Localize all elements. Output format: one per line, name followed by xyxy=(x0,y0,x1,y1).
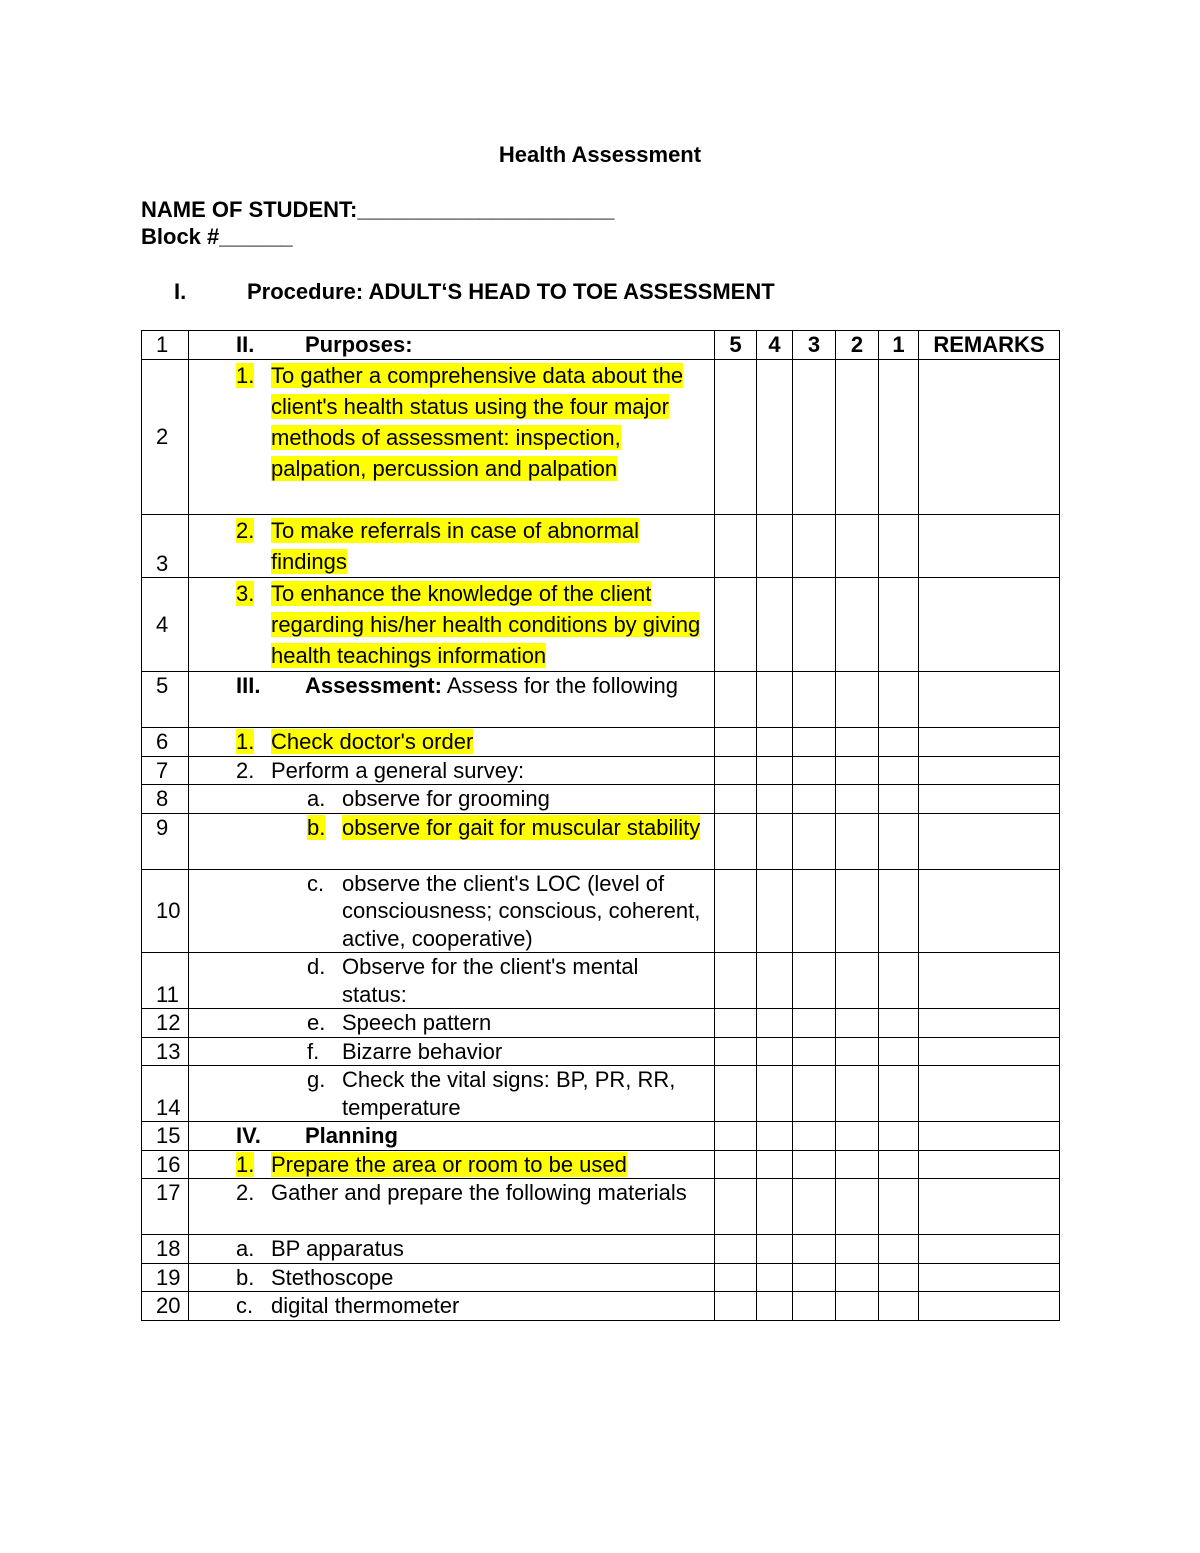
item-cell xyxy=(189,869,715,953)
section-cell xyxy=(189,331,715,360)
score-cell[interactable] xyxy=(757,1263,793,1292)
item-text: Check doctor's order xyxy=(271,729,474,754)
table-row xyxy=(142,1263,1060,1292)
score-cell[interactable] xyxy=(757,1066,793,1122)
score-cell[interactable] xyxy=(757,1122,793,1151)
row-number: 19 xyxy=(142,1263,189,1292)
remarks-cell[interactable] xyxy=(919,1150,1060,1179)
score-cell[interactable] xyxy=(757,1292,793,1321)
procedure-title: Procedure: ADULT‘S HEAD TO TOE ASSESSMENT xyxy=(247,279,775,304)
item-text: BP apparatus xyxy=(271,1236,404,1261)
score-cell[interactable] xyxy=(715,1235,757,1264)
section-number: IV. xyxy=(236,1123,261,1148)
item-cell xyxy=(189,1263,715,1292)
student-name-field: NAME OF STUDENT:_____________________ xyxy=(141,197,615,222)
item-text: observe for gait for muscular stability xyxy=(342,814,701,840)
score-cell[interactable] xyxy=(757,756,793,785)
row-number: 17 xyxy=(142,1179,189,1235)
score-cell[interactable] xyxy=(757,1009,793,1038)
remarks-cell[interactable] xyxy=(919,785,1060,814)
item-cell xyxy=(189,1235,715,1264)
remarks-cell[interactable] xyxy=(919,756,1060,785)
score-header-3: 3 xyxy=(793,331,836,360)
score-cell[interactable] xyxy=(793,672,836,728)
score-header-4: 4 xyxy=(757,331,793,360)
item-marker: 2. xyxy=(236,518,255,543)
score-cell[interactable] xyxy=(715,728,757,757)
score-cell[interactable] xyxy=(793,1292,836,1321)
remarks-cell[interactable] xyxy=(919,1066,1060,1122)
section-title: Assessment: xyxy=(305,673,442,698)
score-cell[interactable] xyxy=(793,578,836,672)
score-cell[interactable] xyxy=(793,756,836,785)
score-cell[interactable] xyxy=(757,1150,793,1179)
score-cell[interactable] xyxy=(793,1179,836,1235)
section-description: Assess for the following xyxy=(441,673,678,698)
score-cell[interactable] xyxy=(879,1150,919,1179)
item-marker: a. xyxy=(307,786,326,811)
row-number: 1 xyxy=(142,331,189,360)
item-cell xyxy=(189,953,715,1009)
row-number: 6 xyxy=(142,728,189,757)
score-cell[interactable] xyxy=(879,1066,919,1122)
score-cell[interactable] xyxy=(715,672,757,728)
score-cell[interactable] xyxy=(715,953,757,1009)
item-marker: b. xyxy=(236,1264,255,1290)
item-text: To enhance the knowledge of the client regarding his/her health conditions by giving health teachings information xyxy=(271,581,701,668)
item-cell xyxy=(189,728,715,757)
row-number: 4 xyxy=(142,578,189,672)
item-text: Prepare the area or room to be used xyxy=(271,1151,627,1177)
table-row xyxy=(142,813,1060,869)
score-cell[interactable] xyxy=(879,578,919,672)
remarks-cell[interactable] xyxy=(919,953,1060,1009)
item-text: To gather a comprehensive data about the client's health status using the four major methods of assessment: inspection, palpation, percussion and palpation xyxy=(271,363,684,481)
table-row xyxy=(142,1122,1060,1151)
score-cell[interactable] xyxy=(757,1235,793,1264)
item-marker: a. xyxy=(236,1236,255,1261)
item-cell xyxy=(189,515,715,578)
row-number: 16 xyxy=(142,1150,189,1179)
remarks-cell[interactable] xyxy=(919,1009,1060,1038)
row-number: 2 xyxy=(142,360,189,515)
section-title: Purposes: xyxy=(305,332,413,357)
score-cell[interactable] xyxy=(715,515,757,578)
score-cell[interactable] xyxy=(836,1122,879,1151)
score-cell[interactable] xyxy=(757,578,793,672)
item-marker: 1. xyxy=(236,729,255,754)
remarks-cell[interactable] xyxy=(919,1263,1060,1292)
score-cell[interactable] xyxy=(715,785,757,814)
remarks-cell[interactable] xyxy=(919,672,1060,728)
item-marker: e. xyxy=(307,1010,326,1035)
score-cell[interactable] xyxy=(757,1037,793,1066)
block-number-field: Block #______ xyxy=(141,224,293,249)
score-cell[interactable] xyxy=(793,1122,836,1151)
table-row xyxy=(142,785,1060,814)
score-cell[interactable] xyxy=(879,813,919,869)
score-cell[interactable] xyxy=(793,1037,836,1066)
score-cell[interactable] xyxy=(836,728,879,757)
item-text: Check the vital signs: BP, PR, RR, temperature xyxy=(342,1067,676,1120)
score-cell[interactable] xyxy=(836,1009,879,1038)
score-cell[interactable] xyxy=(879,1263,919,1292)
item-cell xyxy=(189,756,715,785)
score-cell[interactable] xyxy=(793,360,836,515)
item-marker: f. xyxy=(307,1038,320,1064)
row-number: 3 xyxy=(142,515,189,578)
score-cell[interactable] xyxy=(836,953,879,1009)
score-cell[interactable] xyxy=(793,1009,836,1038)
score-cell[interactable] xyxy=(793,813,836,869)
score-cell[interactable] xyxy=(836,785,879,814)
remarks-cell[interactable] xyxy=(919,578,1060,672)
score-cell[interactable] xyxy=(715,869,757,953)
score-header-1: 1 xyxy=(879,331,919,360)
item-marker: c. xyxy=(236,1293,254,1318)
row-number: 18 xyxy=(142,1235,189,1264)
score-cell[interactable] xyxy=(757,728,793,757)
score-cell[interactable] xyxy=(757,672,793,728)
item-cell xyxy=(189,785,715,814)
remarks-cell[interactable] xyxy=(919,1037,1060,1066)
row-number: 12 xyxy=(142,1009,189,1038)
row-number: 9 xyxy=(142,813,189,869)
score-cell[interactable] xyxy=(879,515,919,578)
score-cell[interactable] xyxy=(879,1009,919,1038)
table-row xyxy=(142,515,1060,578)
item-cell xyxy=(189,1066,715,1122)
score-cell[interactable] xyxy=(879,953,919,1009)
score-cell[interactable] xyxy=(879,1292,919,1321)
score-cell[interactable] xyxy=(757,813,793,869)
score-cell[interactable] xyxy=(879,728,919,757)
score-cell[interactable] xyxy=(757,515,793,578)
score-cell[interactable] xyxy=(879,1122,919,1151)
score-cell[interactable] xyxy=(715,1066,757,1122)
item-marker: 2. xyxy=(236,757,255,783)
score-cell[interactable] xyxy=(836,1150,879,1179)
score-cell[interactable] xyxy=(793,515,836,578)
item-cell xyxy=(189,578,715,672)
item-cell xyxy=(189,1292,715,1321)
table-row xyxy=(142,1009,1060,1038)
remarks-cell[interactable] xyxy=(919,1235,1060,1264)
score-cell[interactable] xyxy=(836,1263,879,1292)
row-number: 5 xyxy=(142,672,189,728)
remarks-cell[interactable] xyxy=(919,728,1060,757)
item-text: digital thermometer xyxy=(271,1293,460,1318)
score-cell[interactable] xyxy=(793,1150,836,1179)
item-marker: 3. xyxy=(236,581,255,606)
score-cell[interactable] xyxy=(757,1179,793,1235)
score-header-2: 2 xyxy=(836,331,879,360)
remarks-cell[interactable] xyxy=(919,1292,1060,1321)
row-number: 13 xyxy=(142,1037,189,1066)
row-number: 15 xyxy=(142,1122,189,1151)
score-cell[interactable] xyxy=(793,869,836,953)
score-cell[interactable] xyxy=(793,953,836,1009)
score-cell[interactable] xyxy=(879,1037,919,1066)
table-row xyxy=(142,1292,1060,1321)
score-cell[interactable] xyxy=(793,728,836,757)
score-cell[interactable] xyxy=(757,785,793,814)
score-cell[interactable] xyxy=(836,515,879,578)
score-cell[interactable] xyxy=(715,1179,757,1235)
table-row xyxy=(142,1150,1060,1179)
score-cell[interactable] xyxy=(793,1235,836,1264)
item-cell xyxy=(189,1037,715,1066)
row-number: 7 xyxy=(142,756,189,785)
remarks-cell[interactable] xyxy=(919,1179,1060,1235)
score-cell[interactable] xyxy=(879,360,919,515)
item-marker: g. xyxy=(307,1067,326,1092)
score-cell[interactable] xyxy=(879,672,919,728)
score-cell[interactable] xyxy=(836,1037,879,1066)
score-cell[interactable] xyxy=(757,953,793,1009)
score-cell[interactable] xyxy=(793,1263,836,1292)
assessment-table xyxy=(141,330,1060,1321)
page-title: Health Assessment xyxy=(498,142,702,167)
score-cell[interactable] xyxy=(757,869,793,953)
item-text: Observe for the client's mental status: xyxy=(342,954,639,1007)
section-number: III. xyxy=(236,673,261,698)
item-marker: 1. xyxy=(236,363,255,388)
table-row xyxy=(142,869,1060,953)
score-cell[interactable] xyxy=(715,1122,757,1151)
score-cell[interactable] xyxy=(793,1066,836,1122)
score-cell[interactable] xyxy=(836,672,879,728)
score-cell[interactable] xyxy=(715,1292,757,1321)
item-marker: b. xyxy=(307,814,326,840)
section-number: II. xyxy=(236,332,255,357)
score-cell[interactable] xyxy=(836,1235,879,1264)
score-cell[interactable] xyxy=(879,1179,919,1235)
remarks-cell[interactable] xyxy=(919,360,1060,515)
score-cell[interactable] xyxy=(836,1179,879,1235)
score-cell[interactable] xyxy=(715,1263,757,1292)
item-text: To make referrals in case of abnormal findings xyxy=(271,518,640,574)
item-text: Stethoscope xyxy=(271,1264,394,1290)
table-header-row xyxy=(142,331,1060,360)
score-cell[interactable] xyxy=(715,813,757,869)
score-cell[interactable] xyxy=(793,785,836,814)
table-row xyxy=(142,1179,1060,1235)
table-row xyxy=(142,953,1060,1009)
score-cell[interactable] xyxy=(757,360,793,515)
item-cell xyxy=(189,360,715,515)
score-cell[interactable] xyxy=(836,756,879,785)
row-number: 8 xyxy=(142,785,189,814)
table-row xyxy=(142,728,1060,757)
remarks-cell[interactable] xyxy=(919,1122,1060,1151)
table-row xyxy=(142,1066,1060,1122)
table-row xyxy=(142,578,1060,672)
score-cell[interactable] xyxy=(879,785,919,814)
item-text: Speech pattern xyxy=(342,1010,492,1035)
score-cell[interactable] xyxy=(836,360,879,515)
row-number: 10 xyxy=(142,869,189,953)
item-text: Bizarre behavior xyxy=(342,1038,503,1064)
score-cell[interactable] xyxy=(879,756,919,785)
score-cell[interactable] xyxy=(715,578,757,672)
section-cell xyxy=(189,672,715,728)
table-row xyxy=(142,756,1060,785)
item-cell xyxy=(189,1179,715,1235)
item-cell xyxy=(189,813,715,869)
score-cell[interactable] xyxy=(836,578,879,672)
score-cell[interactable] xyxy=(836,869,879,953)
score-cell[interactable] xyxy=(715,360,757,515)
table-row xyxy=(142,1235,1060,1264)
row-number: 20 xyxy=(142,1292,189,1321)
row-number: 14 xyxy=(142,1066,189,1122)
section-title: Planning xyxy=(305,1123,398,1148)
section-cell xyxy=(189,1122,715,1151)
item-marker: c. xyxy=(307,870,325,896)
item-marker: d. xyxy=(307,954,326,979)
score-cell[interactable] xyxy=(715,1150,757,1179)
item-text: observe the client's LOC (level of consciousness; conscious, coherent, active, cooperative) xyxy=(342,870,701,951)
score-cell[interactable] xyxy=(836,813,879,869)
remarks-cell[interactable] xyxy=(919,515,1060,578)
score-cell[interactable] xyxy=(715,756,757,785)
item-marker: 1. xyxy=(236,1151,255,1177)
score-cell[interactable] xyxy=(836,1292,879,1321)
item-text: observe for grooming xyxy=(342,786,550,811)
remarks-cell[interactable] xyxy=(919,869,1060,953)
item-cell xyxy=(189,1009,715,1038)
score-cell[interactable] xyxy=(879,1235,919,1264)
score-cell[interactable] xyxy=(879,869,919,953)
score-cell[interactable] xyxy=(715,1009,757,1038)
item-cell xyxy=(189,1150,715,1179)
item-marker: 2. xyxy=(236,1180,255,1205)
score-header-5: 5 xyxy=(715,331,757,360)
score-cell[interactable] xyxy=(836,1066,879,1122)
table-row xyxy=(142,360,1060,515)
item-text: Perform a general survey: xyxy=(271,757,525,783)
row-number: 11 xyxy=(142,953,189,1009)
item-text: Gather and prepare the following materials xyxy=(271,1180,687,1205)
procedure-number: I. xyxy=(174,279,187,304)
table-row xyxy=(142,1037,1060,1066)
remarks-header: REMARKS xyxy=(919,331,1060,360)
table-row xyxy=(142,672,1060,728)
score-cell[interactable] xyxy=(715,1037,757,1066)
remarks-cell[interactable] xyxy=(919,813,1060,869)
